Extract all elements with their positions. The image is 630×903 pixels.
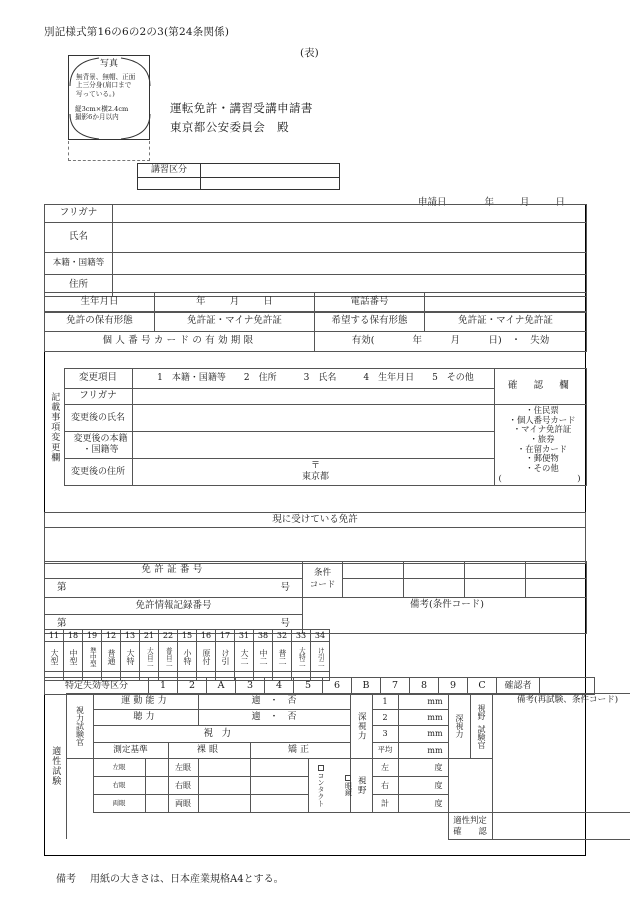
judgement-label-l2: 確 認 [453, 825, 487, 836]
glasses-checkbox[interactable] [345, 775, 351, 781]
license-name [45, 642, 64, 672]
license-name-text: 中型 [69, 648, 78, 665]
phone-label: 電話番号 [315, 293, 425, 313]
license-code: 34 [311, 630, 330, 642]
naked-eye-row-label: 左眼 [168, 759, 198, 777]
change-entries-table [44, 368, 587, 486]
lapse-category-label: 特定失効等区分 [45, 678, 149, 695]
corrected-eye-value[interactable] [250, 759, 308, 777]
depth-row-value[interactable] [398, 726, 448, 743]
license-number-dai: 第 [57, 581, 67, 593]
mynumber-validity-label: 個人番号カードの有効期限 [45, 332, 315, 352]
mynumber-validity-value[interactable]: 有効( 年 月 日) ・ 失効 [315, 332, 587, 352]
license-name-text: 大特 [126, 648, 135, 665]
current-holding-value[interactable]: 免許証・マイナ免許証 [155, 312, 315, 332]
personal-info-table [44, 204, 587, 297]
table-row [45, 205, 587, 223]
condition-code-cell[interactable] [465, 579, 526, 598]
license-name [178, 642, 197, 672]
change-name-label: 変更後の氏名 [64, 405, 132, 432]
change-item-label: 変更項目 [64, 369, 132, 389]
field-row-label: 右 [372, 777, 398, 795]
field-row-value[interactable] [398, 777, 448, 795]
license-code: 32 [273, 630, 292, 642]
license-name-text: 大自二 [145, 646, 154, 667]
license-name [159, 642, 178, 672]
table-row [45, 528, 586, 564]
license-name-text: 普自二 [164, 646, 173, 667]
license-code: 19 [83, 630, 102, 642]
footnote [56, 870, 284, 885]
change-honseki-value[interactable] [132, 432, 494, 459]
side-mark: (表) [300, 47, 319, 59]
lapse-code[interactable]: 6 [323, 678, 352, 695]
condition-code-cell[interactable] [343, 562, 404, 579]
application-date-month: 月 [520, 197, 530, 208]
license-name [83, 642, 102, 672]
vision-examiner-label-text: 視力試験官 [75, 706, 85, 746]
depth-row-label: 2 [372, 710, 398, 726]
table-row [45, 223, 587, 253]
change-furigana-label: フリガナ [64, 389, 132, 405]
license-number-value[interactable] [45, 579, 303, 598]
contact-label: コンタクト [317, 771, 326, 807]
standard-eye-value[interactable] [145, 777, 168, 795]
depth-unit: mm [427, 729, 443, 739]
course-category-entry-row [138, 178, 339, 189]
document-addressee: 東京都公安委員会 殿 [170, 120, 289, 134]
table-row [45, 678, 595, 695]
license-type-grid [44, 629, 587, 681]
condition-code-cell[interactable] [465, 562, 526, 579]
contact-checkbox[interactable] [318, 765, 324, 771]
table-row [45, 598, 587, 615]
course-category-header-row [138, 164, 339, 178]
license-name [64, 642, 83, 672]
license-name-text: 原付 [202, 648, 211, 665]
birth-year: 年 [196, 296, 206, 308]
confirm-item[interactable]: ・その他 [525, 462, 559, 473]
license-code: 17 [216, 630, 235, 642]
confirm-item[interactable]: ・マイナ免許証 [512, 424, 572, 435]
change-item-options[interactable]: 1 本籍・国籍等 2 住所 3 氏名 4 生年月日 5 その他 [132, 369, 494, 389]
field-examiner-l2: 視野 [477, 703, 487, 720]
standard-eye-value[interactable] [145, 795, 168, 813]
depth-row-label: 1 [372, 694, 398, 710]
photo-dashed-extension [68, 141, 150, 161]
glasses-label: 眼鏡 [344, 782, 353, 796]
confirm-item[interactable]: ・郵便物 [525, 453, 559, 464]
standard-eye-label [93, 777, 145, 795]
vision-examiner-value[interactable] [66, 759, 93, 813]
license-name-text: け引二 [316, 646, 325, 667]
record-number-dai: 第 [57, 617, 67, 629]
confirm-column-header: 確 認 欄 [494, 369, 586, 405]
photo-title: 写真 [99, 59, 118, 69]
current-license-header: 現に受けている免許 [45, 513, 586, 528]
condition-code-label-l2: コード [309, 579, 336, 590]
corrected-eye-value[interactable] [250, 777, 308, 795]
license-code: 15 [178, 630, 197, 642]
aptitude-bottom-blank [66, 813, 448, 840]
birth-month: 月 [229, 296, 240, 308]
honseki-value[interactable] [113, 253, 587, 275]
license-code: 12 [102, 630, 121, 642]
hearing-label: 聴力 [93, 710, 198, 726]
measurement-standard-label: 測定基準 [93, 743, 168, 759]
field-row-value[interactable] [398, 795, 448, 813]
name-value[interactable] [113, 223, 587, 253]
footnote-text: 用紙の大きさは、日本産業規格A4とする。 [90, 874, 284, 885]
photo-desc-line-2: 上三分身(肩口まで [76, 81, 132, 90]
depth-unit: mm [427, 745, 443, 755]
confirm-other-close: ) [577, 472, 581, 483]
table-row [44, 694, 630, 710]
confirm-item[interactable]: ・在留カード [516, 443, 568, 454]
condition-code-cell[interactable] [404, 579, 465, 598]
lapse-code[interactable]: 2 [178, 678, 207, 695]
depth-examiner-l1: 深視力 [455, 714, 465, 738]
aptitude-judgement-value[interactable] [492, 813, 630, 840]
desired-holding-label: 希望する保有形態 [315, 312, 425, 332]
condition-code-cell[interactable] [343, 579, 404, 598]
license-name-text: 準中型 [88, 646, 97, 667]
license-name-text: 小特 [183, 648, 192, 665]
lapse-code[interactable]: C [468, 678, 497, 695]
address-label: 住所 [45, 275, 113, 297]
table-row [45, 513, 586, 528]
change-honseki-label-l2: ・国籍等 [82, 445, 119, 455]
change-honseki-label [64, 432, 132, 459]
license-name [311, 642, 330, 672]
course-category-label: 講習区分 [138, 164, 201, 177]
naked-eye-row-label: 両眼 [168, 795, 198, 813]
table-row [45, 253, 587, 275]
depth-row-label: 3 [372, 726, 398, 743]
postal-mark: 〒 [310, 461, 320, 471]
license-code: 11 [45, 630, 64, 642]
table-row [45, 562, 587, 579]
confirm-item[interactable]: ・住民票 [525, 405, 559, 415]
phone-value[interactable] [425, 293, 587, 313]
condition-code-cell[interactable] [404, 562, 465, 579]
name-label: 氏名 [45, 223, 113, 253]
field-examiner-label [470, 694, 492, 759]
license-name [273, 642, 292, 672]
birthdate-phone-table [44, 292, 587, 313]
furigana-label: フリガナ [45, 205, 113, 223]
lapse-code[interactable]: 4 [265, 678, 294, 695]
prefecture-prefill: 東京都 [301, 472, 329, 483]
standard-eye-label-text: 両眼 [112, 799, 126, 808]
lapse-code[interactable]: 7 [381, 678, 410, 695]
license-name [216, 642, 235, 672]
field-row-value[interactable] [398, 759, 448, 777]
lapse-code[interactable]: 1 [149, 678, 178, 695]
license-code: 33 [292, 630, 311, 642]
confirm-items-list[interactable] [494, 405, 586, 486]
depth-row-value[interactable] [398, 743, 448, 759]
table-row [44, 405, 586, 432]
naked-eye-value[interactable] [198, 795, 250, 813]
depth-row-value[interactable] [398, 694, 448, 710]
depth-vision-side-label-text: 深視力 [356, 711, 367, 741]
lapse-code[interactable]: B [352, 678, 381, 695]
current-license-area[interactable] [45, 528, 586, 564]
change-honseki-label-l1: 変更後の本籍 [73, 433, 128, 444]
change-name-value[interactable] [132, 405, 494, 432]
confirm-other-open: ( [498, 472, 502, 483]
license-number-label: 免許証番号 [45, 562, 303, 579]
birth-day: 日 [263, 296, 273, 308]
table-row [44, 813, 630, 840]
confirmer-value[interactable] [540, 678, 595, 695]
depth-unit: mm [427, 696, 443, 706]
current-license-table [44, 512, 586, 564]
change-section-side-label [44, 369, 64, 486]
license-code: 31 [235, 630, 254, 642]
visual-field-side-label-text: 視野 [356, 775, 367, 796]
license-name-text: 中二 [259, 648, 268, 665]
honseki-label: 本籍・国籍等 [45, 253, 113, 275]
aptitude-side-label [44, 694, 66, 840]
naked-eye-row-label: 右眼 [168, 777, 198, 795]
lapse-code[interactable]: A [207, 678, 236, 695]
license-name [140, 642, 159, 672]
change-address-label: 変更後の住所 [64, 459, 132, 486]
license-name [102, 642, 121, 672]
license-name-text: 大特二 [297, 646, 306, 667]
license-name [121, 642, 140, 672]
confirm-item[interactable]: ・旅券 [529, 433, 555, 444]
naked-eye-value[interactable] [198, 777, 250, 795]
photo-size-line-2: 撮影6か月以内 [75, 113, 119, 122]
motor-ability-label: 運動能力 [93, 694, 198, 710]
field-unit: 度 [434, 798, 443, 808]
depth-vision-side-label [350, 694, 372, 759]
naked-eye-label: 裸眼 [168, 743, 250, 759]
field-unit: 度 [434, 780, 443, 790]
motor-ability-value[interactable]: 適 ・ 否 [198, 694, 350, 710]
standard-eye-label-text: 右眼 [112, 781, 126, 790]
birthdate-value[interactable] [155, 293, 315, 313]
license-name-text: 普二 [278, 648, 287, 665]
license-name [235, 642, 254, 672]
photo-desc-line-1: 無背景、無帽、正面 [76, 72, 136, 81]
lapse-code[interactable]: 3 [236, 678, 265, 695]
license-code: 22 [159, 630, 178, 642]
course-category-entry-left[interactable] [138, 178, 201, 189]
condition-code-label-l1: 条件 [313, 568, 332, 579]
application-date-day: 日 [555, 197, 566, 208]
depth-unit: mm [427, 712, 443, 722]
form-code: 別記様式第16の6の2の3(第24条関係) [44, 26, 230, 38]
vision-aid-checkboxes[interactable] [308, 759, 353, 813]
field-unit: 度 [434, 762, 443, 772]
course-category-box [137, 163, 340, 190]
license-name [292, 642, 311, 672]
standard-eye-value[interactable] [145, 759, 168, 777]
corrected-eye-value[interactable] [250, 795, 308, 813]
standard-eye-label [93, 759, 145, 777]
aptitude-test-table [44, 693, 630, 840]
license-name [197, 642, 216, 672]
license-name-text: け引 [221, 648, 230, 665]
field-row-label: 計 [372, 795, 398, 813]
course-category-value[interactable] [201, 164, 339, 177]
license-code: 16 [197, 630, 216, 642]
course-category-entry-right[interactable] [201, 178, 339, 189]
change-address-value[interactable] [132, 459, 494, 486]
field-examiner-l3: 試験官 [477, 724, 487, 749]
current-holding-label: 免許の保有形態 [45, 312, 155, 332]
table-row [44, 369, 586, 389]
document-title: 運転免許・講習受講申請書 [170, 101, 313, 115]
license-name-text: 普通 [107, 648, 116, 665]
lapse-code[interactable]: 5 [294, 678, 323, 695]
license-name-text: 大型 [50, 648, 59, 665]
desired-holding-value[interactable]: 免許証・マイナ免許証 [425, 312, 587, 332]
photo-desc-line-3: 写っている。) [76, 89, 115, 98]
change-side-label-text: 記載事項変更欄 [49, 391, 60, 463]
license-code: 13 [121, 630, 140, 642]
condition-code-cell[interactable] [526, 562, 587, 579]
record-number-gou: 号 [280, 617, 290, 629]
footnote-label: 備考 [56, 874, 76, 885]
photo-size-line-1: 縦3cm×横2.4cm [75, 104, 129, 113]
standard-eye-label-text: 左眼 [112, 763, 126, 772]
confirmer-label: 確認者 [497, 678, 540, 695]
corrected-eye-label: 矯正 [250, 743, 350, 759]
change-furigana-value[interactable] [132, 389, 494, 405]
license-number-gou: 号 [280, 581, 290, 593]
hearing-value[interactable]: 適 ・ 否 [198, 710, 350, 726]
field-examiner-value[interactable] [448, 759, 492, 813]
aptitude-side-label-text: 適性試験 [50, 746, 61, 787]
license-code: 38 [254, 630, 273, 642]
license-code: 21 [140, 630, 159, 642]
table-row [45, 630, 587, 642]
application-date-year: 年 [484, 197, 495, 208]
aptitude-remarks[interactable]: 備考(再試験、条件コード) [492, 694, 630, 813]
photo-box [68, 55, 150, 140]
license-grid-blank-area[interactable] [330, 630, 587, 681]
record-number-label: 免許情報記録番号 [45, 598, 303, 615]
standard-eye-label [93, 795, 145, 813]
table-row [45, 293, 587, 313]
aptitude-judgement-label [448, 813, 492, 840]
furigana-value[interactable] [113, 205, 587, 223]
vision-examiner-label [66, 694, 93, 759]
condition-remarks[interactable]: 備考(条件コード) [303, 598, 587, 634]
lapse-code[interactable]: 8 [410, 678, 439, 695]
vision-header: 視力 [93, 726, 350, 743]
depth-examiner-label [448, 694, 470, 759]
depth-row-label: 平均 [372, 743, 398, 759]
field-row-label: 左 [372, 759, 398, 777]
naked-eye-value[interactable] [198, 759, 250, 777]
depth-row-value[interactable] [398, 710, 448, 726]
confirm-item[interactable]: ・個人番号カード [508, 414, 576, 425]
holding-format-table [44, 311, 587, 352]
table-row [45, 312, 587, 332]
condition-code-cell[interactable] [526, 579, 587, 598]
lapse-code[interactable]: 9 [439, 678, 468, 695]
license-number-table [44, 561, 587, 634]
license-code: 18 [64, 630, 83, 642]
license-name [254, 642, 273, 672]
birthdate-label: 生年月日 [45, 293, 155, 313]
condition-code-label [303, 562, 343, 598]
table-row [45, 332, 587, 352]
judgement-label-l1: 適性判定 [453, 814, 487, 825]
application-date-label: 申請日 [418, 197, 447, 208]
license-name-text: 大二 [240, 648, 249, 665]
confirm-other-parens[interactable] [499, 474, 586, 484]
